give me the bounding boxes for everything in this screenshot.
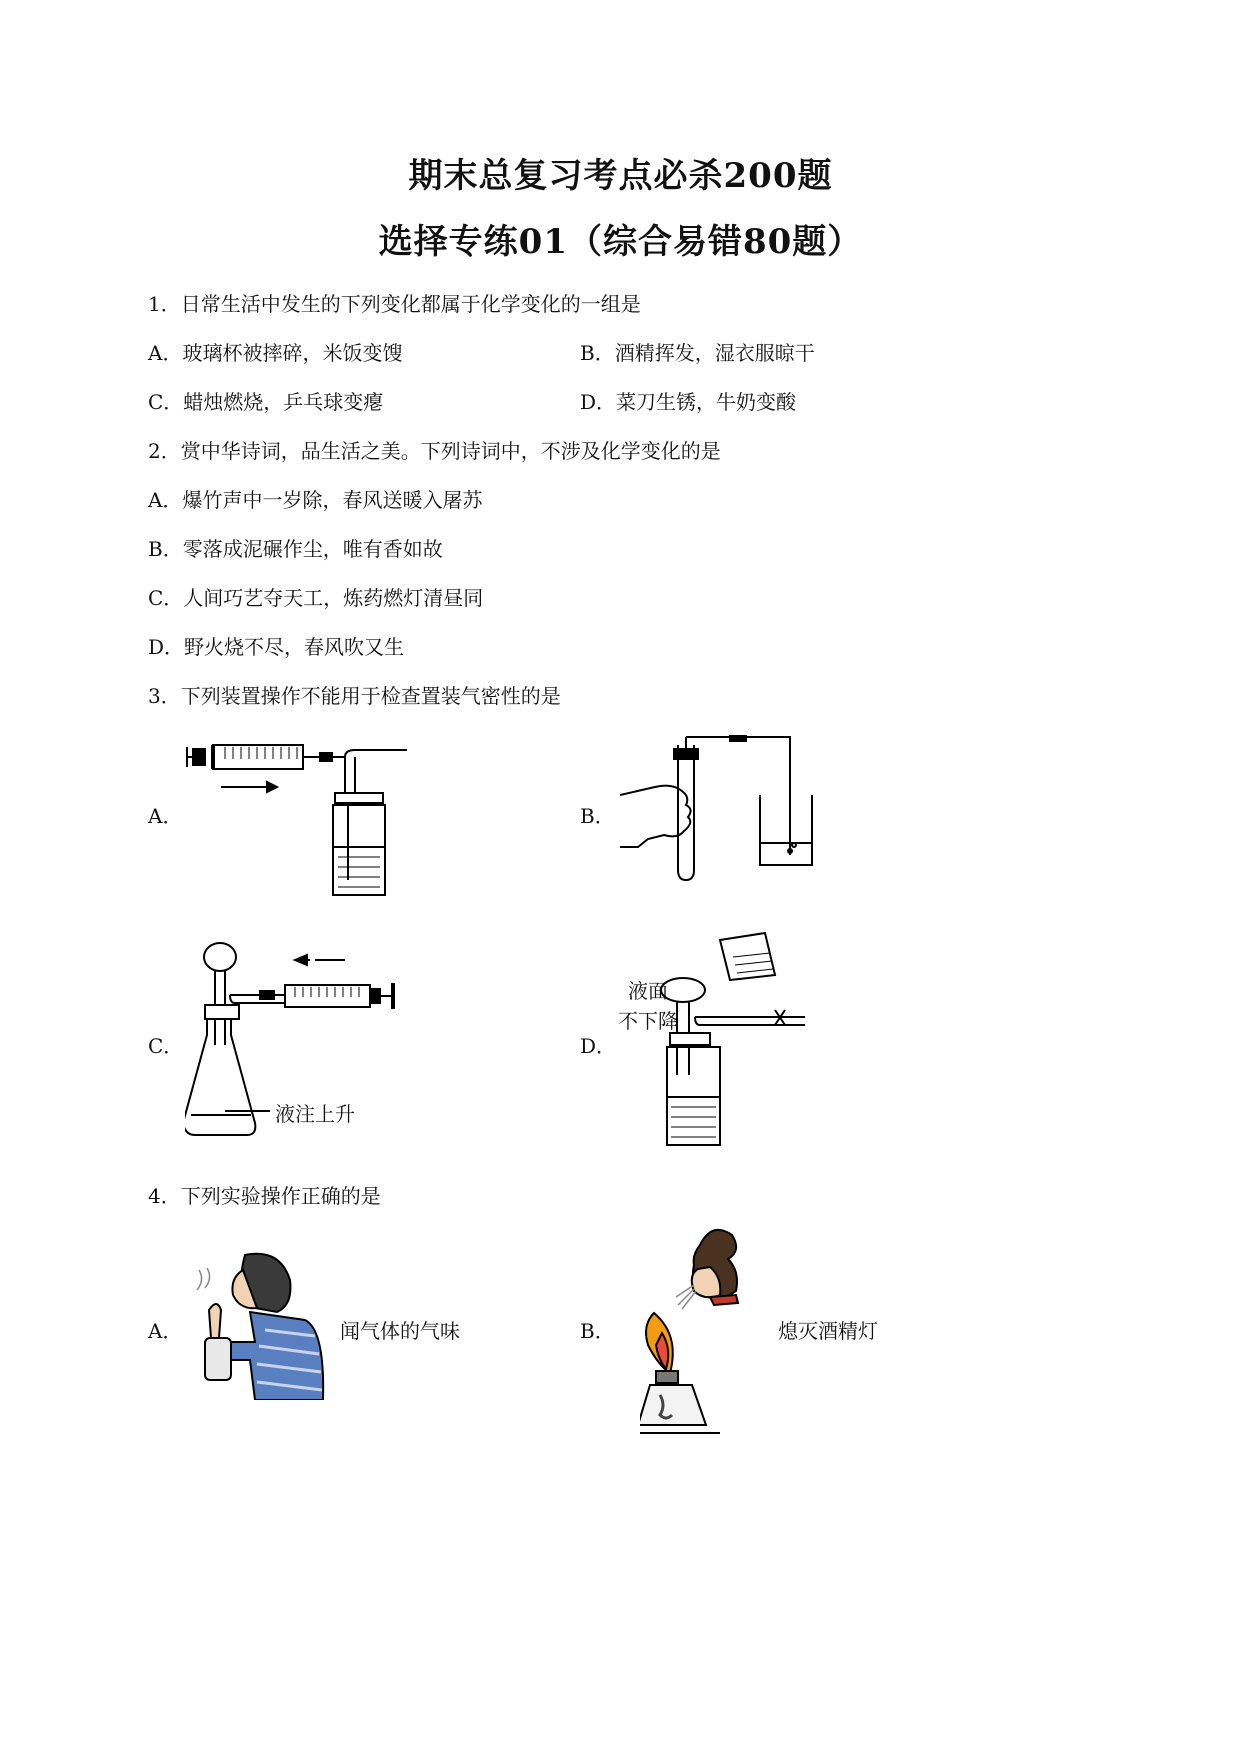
q4-stem: 4．下列实验操作正确的是 <box>148 1184 381 1208</box>
q3-label-b: B． <box>580 804 615 828</box>
q3-stem: 3．下列装置操作不能用于检查置装气密性的是 <box>148 684 561 708</box>
q1-stem: 1．日常生活中发生的下列变化都属于化学变化的一组是 <box>148 292 641 316</box>
page-title: 期末总复习考点必杀200题 <box>408 156 833 196</box>
syringe-bottle-figure <box>185 735 415 900</box>
q2-option-c: C．人间巧艺夺天工，炼药燃灯清昼同 <box>148 586 484 610</box>
q1-option-a: A．玻璃杯被摔碎，米饭变馊 <box>148 341 403 365</box>
boy-smelling-figure <box>195 1250 335 1400</box>
q3-c-caption: 液注上升 <box>275 1102 355 1126</box>
q4-a-caption: 闻气体的气味 <box>340 1319 460 1343</box>
q2-stem: 2．赏中华诗词，品生活之美。下列诗词中，不涉及化学变化的是 <box>148 439 721 463</box>
q1-option-c: C．蜡烛燃烧，乒乓球变瘪 <box>148 390 384 414</box>
q2-option-b: B．零落成泥碾作尘，唯有香如故 <box>148 537 443 561</box>
q3-d-caption-2: 不下降 <box>618 1009 678 1033</box>
q1-option-d: D．菜刀生锈，牛奶变酸 <box>580 390 797 414</box>
q4-label-b: B． <box>580 1319 615 1343</box>
q3-label-a: A． <box>148 804 183 828</box>
girl-blowing-lamp-figure <box>640 1225 770 1440</box>
q3-label-d: D． <box>580 1034 617 1058</box>
q4-label-a: A． <box>148 1319 183 1343</box>
q2-option-d: D．野火烧不尽，春风吹又生 <box>148 635 405 659</box>
q3-label-c: C． <box>148 1034 184 1058</box>
funnel-bottle-figure <box>625 925 815 1150</box>
hand-tube-beaker-figure <box>620 735 820 885</box>
q3-d-caption-1: 液面 <box>628 979 668 1003</box>
q1-option-b: B．酒精挥发，湿衣服晾干 <box>580 341 815 365</box>
q4-b-caption: 熄灭酒精灯 <box>778 1319 878 1343</box>
q2-option-a: A．爆竹声中一岁除，春风送暖入屠苏 <box>148 488 483 512</box>
page-subtitle: 选择专练01（综合易错80题） <box>378 222 863 262</box>
